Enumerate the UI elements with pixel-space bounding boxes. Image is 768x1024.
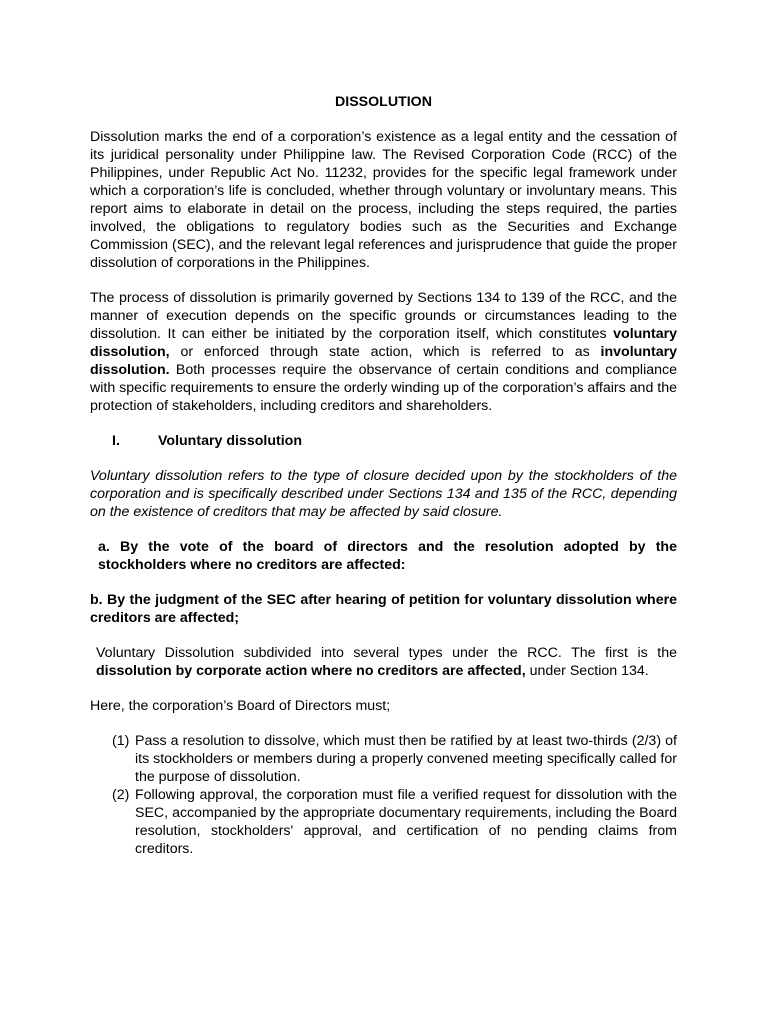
board-intro: Here, the corporation’s Board of Directors must;: [90, 698, 391, 714]
subdivided-text-2: under Section 134.: [525, 663, 649, 679]
section-title: Voluntary dissolution: [158, 433, 302, 449]
step-number: (1): [112, 733, 130, 749]
process-bold-voluntary: voluntary dissolution,: [90, 326, 677, 360]
steps-list: [90, 732, 677, 858]
subdivided-text-1: Voluntary Dissolution subdivided into several types under the RCC. The first is the: [96, 645, 677, 661]
list-item: [90, 786, 677, 858]
section-heading: [90, 432, 677, 450]
process-text-2: or enforced through state action, which is referred to as: [169, 344, 601, 360]
voluntary-definition: Voluntary dissolution refers to the type of closure decided upon by the stockholders of the corporation and is specifically described under Sections 134 and 135 of the RCC, depending on the existence of creditors that may be affected by said closure.: [90, 468, 677, 520]
process-bold-involuntary: involuntary dissolution.: [90, 344, 677, 378]
mode-b-paragraph: b. By the judgment of the SEC after hearing of petition for voluntary dissolution where creditors are affected;: [90, 592, 677, 626]
process-text-3: Both processes require the observance of certain conditions and compliance with specific requirements to ensure the orderly winding up of the corporation’s affairs and the protection of stakeholders, including creditors and shareholders.: [90, 362, 678, 414]
intro-paragraph: Dissolution marks the end of a corporation’s existence as a legal entity and the cessation of its juridical personality under Philippine law. The Revised Corporation Code (RCC) of the Philippines, under Republic Act No. 11232, provides for the specific legal framework under which a corporation’s life is concluded, whether through voluntary or involuntary means. This report aims to elaborate in detail on the process, including the steps required, the parties involved, the obligations to regulatory bodies such as the Securities and Exchange Commission (SEC), and the relevant legal references and jurisprudence that guide the proper dissolution of corporations in the Philippines.: [90, 129, 677, 271]
step-number: (2): [112, 787, 130, 803]
process-text-1: The process of dissolution is primarily governed by Sections 134 to 139 of the RCC, and the manner of execution depends on the specific grounds or circumstances leading to the dissolution. It can either be initiated by the corporation itself, which constitutes: [90, 290, 677, 342]
subdivided-bold: dissolution by corporate action where no creditors are affected,: [96, 663, 526, 679]
step-text: Following approval, the corporation must file a verified request for dissolution with the SEC, accompanied by the appropriate documentary requirements, including the Board resolution, stockholders' approval, and certification of no pending claims from creditors.: [135, 787, 677, 857]
list-item: [90, 732, 677, 786]
document-title: DISSOLUTION: [335, 94, 432, 110]
step-text: Pass a resolution to dissolve, which must then be ratified by at least two-thirds (2/3) of its stockholders or members during a properly convened meeting specifically called for the purpose of dissolution.: [135, 733, 677, 785]
mode-a-paragraph: a. By the vote of the board of directors and the resolution adopted by the stockholders where no creditors are affected:: [98, 539, 677, 573]
subdivided-paragraph: [90, 644, 677, 680]
process-paragraph: [90, 289, 677, 415]
document-page: [90, 93, 677, 858]
section-number: I.: [112, 433, 120, 449]
